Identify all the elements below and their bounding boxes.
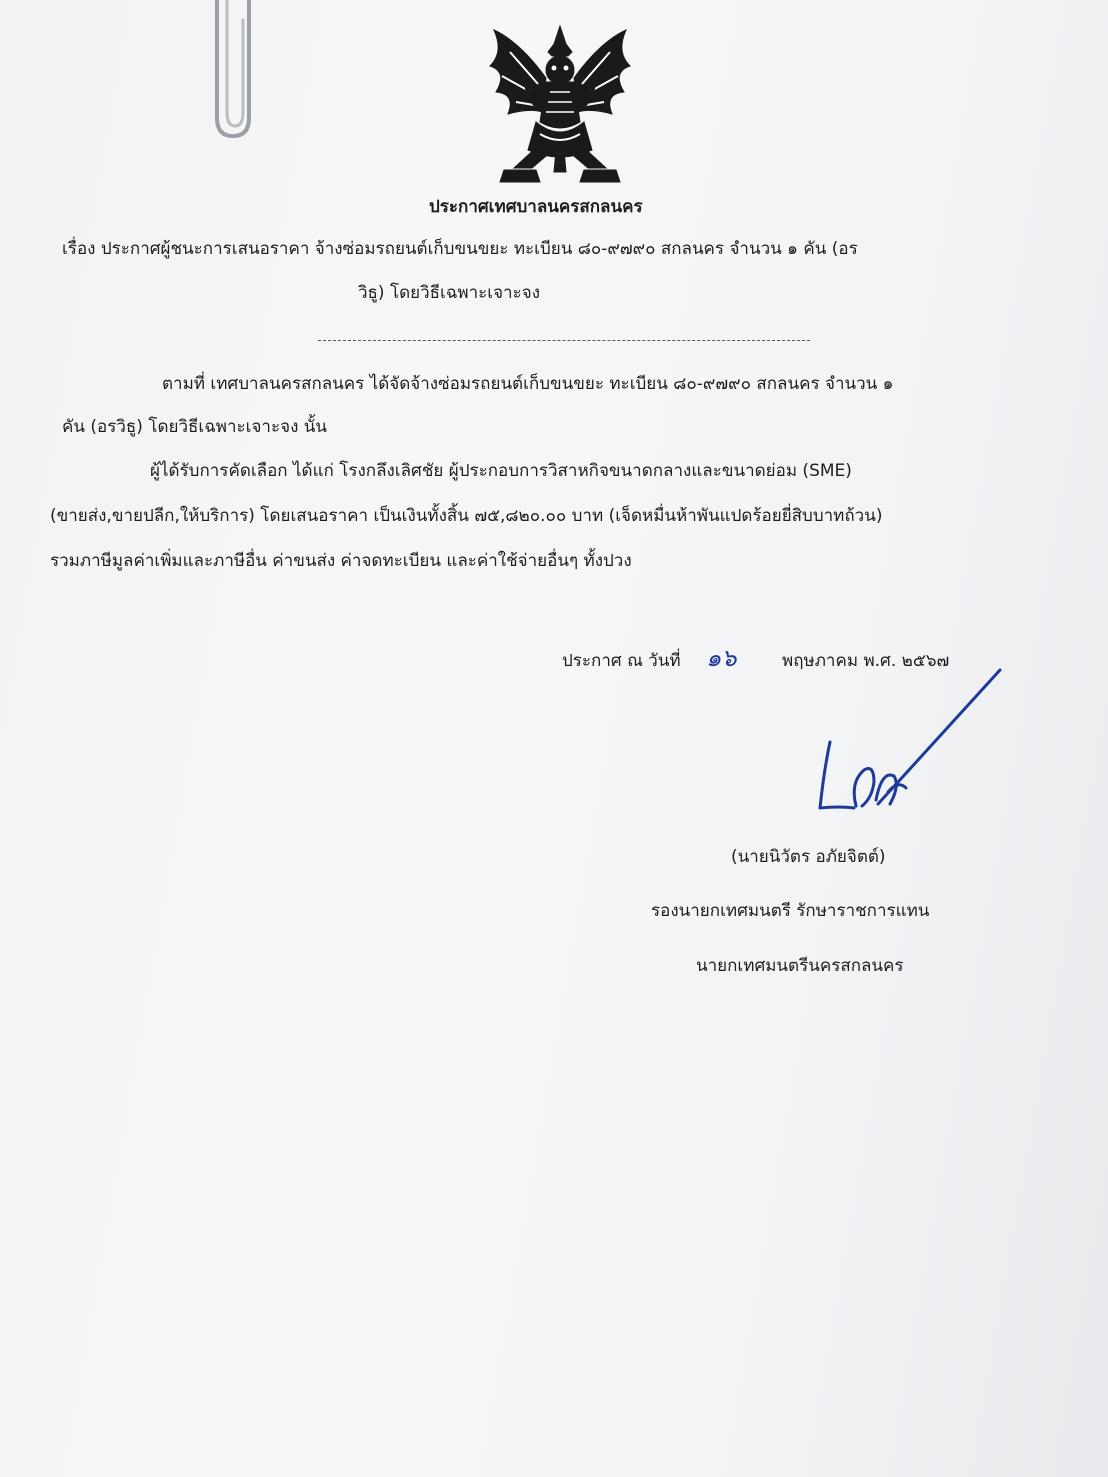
garuda-emblem-icon xyxy=(480,22,640,192)
subject-line-1: เรื่อง ประกาศผู้ชนะการเสนอราคา จ้างซ่อมรถยนต์เก็บขนขยะ ทะเบียน ๘๐-๙๗๙๐ สกลนคร จำนวน ๑ คัน (อร xyxy=(62,239,858,259)
date-day-handwritten: ๑๖ xyxy=(706,644,737,672)
body-paragraph-2-line-3: รวมภาษีมูลค่าเพิ่มและภาษีอื่น ค่าขนส่ง ค่าจดทะเบียน และค่าใช้จ่ายอื่นๆ ทั้งปวง xyxy=(50,551,632,571)
separator-line xyxy=(318,340,810,341)
signature-icon xyxy=(790,660,1010,830)
subject-line-2: วิธู) โดยวิธีเฉพาะเจาะจง xyxy=(358,283,540,303)
body-paragraph-1-line-1: ตามที่ เทศบาลนครสกลนคร ได้จัดจ้างซ่อมรถยนต์เก็บขนขยะ ทะเบียน ๘๐-๙๗๙๐ สกลนคร จำนวน ๑ xyxy=(162,374,894,394)
page-title: ประกาศเทศบาลนครสกลนคร xyxy=(429,197,643,217)
date-month-year: พฤษภาคม พ.ศ. ๒๕๖๗ xyxy=(782,651,950,671)
signatory-position-2: นายกเทศมนตรีนครสกลนคร xyxy=(696,956,904,976)
body-paragraph-2-line-2: (ขายส่ง,ขายปลีก,ให้บริการ) โดยเสนอราคา เป็นเงินทั้งสิ้น ๗๕,๘๒๐.๐๐ บาท (เจ็ดหมื่นห้าพันแปดร้อยยี่สิบบาทถ้วน) xyxy=(50,506,883,526)
paperclip-icon xyxy=(205,0,275,145)
signatory-name: (นายนิวัตร อภัยจิตต์) xyxy=(731,847,886,867)
date-prefix: ประกาศ ณ วันที่ xyxy=(562,651,681,671)
body-paragraph-2-line-1: ผู้ได้รับการคัดเลือก ได้แก่ โรงกลึงเลิศชัย ผู้ประกอบการวิสาหกิจขนาดกลางและขนาดย่อม (SME) xyxy=(150,461,852,481)
signatory-position-1: รองนายกเทศมนตรี รักษาราชการแทน xyxy=(651,901,930,921)
body-paragraph-1-line-2: คัน (อรวิธู) โดยวิธีเฉพาะเจาะจง นั้น xyxy=(62,417,328,437)
